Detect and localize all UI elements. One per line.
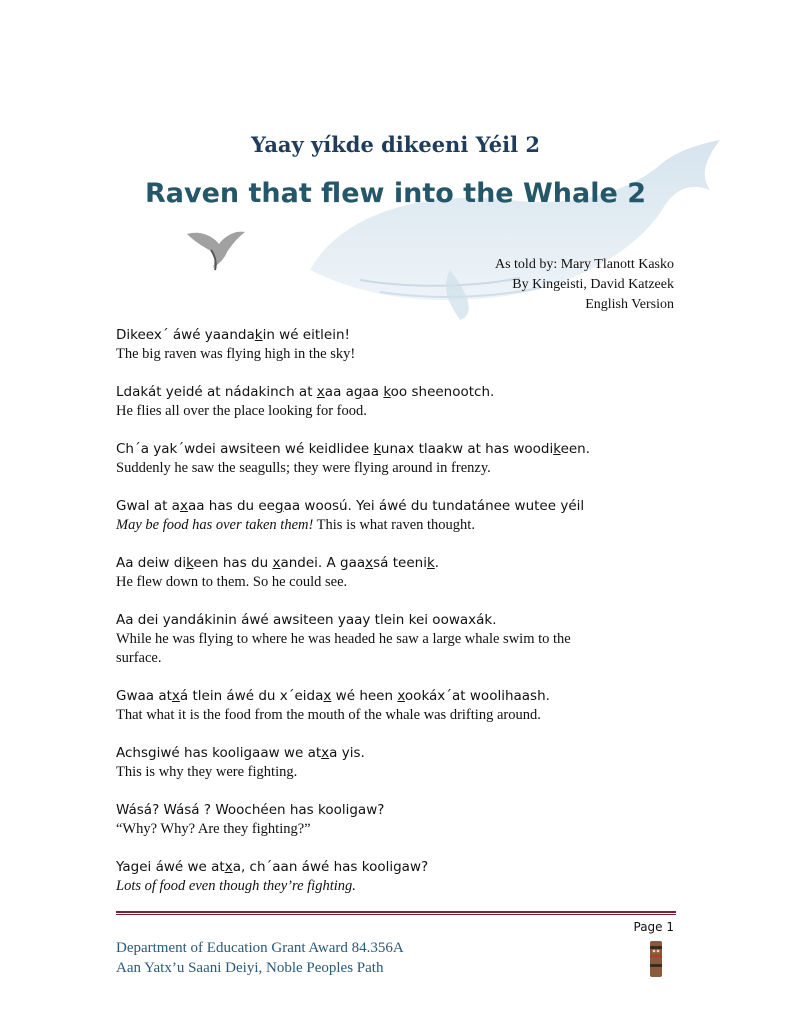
tlingit-text: een. bbox=[560, 441, 591, 457]
english-line bbox=[116, 516, 676, 535]
stanza bbox=[116, 440, 676, 478]
footer-path: Aan Yatx’u Saani Deiyi, Noble Peoples Path bbox=[116, 960, 384, 976]
tlingit-text: a, ch´aan áwé has kooligaw? bbox=[232, 859, 429, 875]
english-line: Lots of food even though they’re fighting. bbox=[116, 878, 356, 894]
tlingit-text: aa a bbox=[324, 384, 354, 400]
tlingit-text: andei. A gaa bbox=[280, 555, 366, 571]
underlined-letter: x bbox=[179, 498, 188, 514]
english-line: He flies all over the place looking for food. bbox=[116, 403, 367, 419]
underlined-letter: k bbox=[383, 384, 391, 400]
underlined-letter: x bbox=[397, 688, 405, 704]
stanza bbox=[116, 744, 676, 782]
tlingit-text: ookáx´at woolihaash. bbox=[404, 688, 550, 704]
stanza bbox=[116, 801, 676, 839]
stanza bbox=[116, 497, 676, 535]
underlined-letter: x bbox=[224, 859, 233, 875]
tlingit-line bbox=[116, 801, 676, 820]
underlined-letter: k bbox=[254, 327, 263, 343]
english-text: This is what raven thought. bbox=[313, 517, 475, 533]
footer-grant: Department of Education Grant Award 84.356A bbox=[116, 940, 404, 956]
english-line: “Why? Why? Are they fighting?” bbox=[116, 821, 311, 837]
title-english: Raven that flew into the Whale 2 bbox=[144, 178, 647, 209]
underlined-letter: x bbox=[272, 555, 281, 571]
tlingit-text: Ch´a yak´wdei awsiteen wé keidlidee bbox=[116, 441, 374, 457]
tlingit-text: Achsgiwé has kooligaaw we at bbox=[116, 745, 322, 761]
underlined-letter: x bbox=[321, 745, 330, 761]
tlingit-text: Gwal at a bbox=[116, 498, 180, 514]
tlingit-text: aa bbox=[362, 384, 384, 400]
tlingit-text: a yis. bbox=[329, 745, 365, 761]
totem-pole-icon bbox=[647, 940, 665, 978]
stanza bbox=[116, 687, 676, 725]
tlingit-text: aa woosú. Yei áwé du tundatánee wutee yéil bbox=[283, 498, 585, 514]
english-line: The big raven was flying high in the sky! bbox=[116, 346, 356, 362]
tlingit-text: Ldakát yeidé at nádakinch at bbox=[116, 384, 317, 400]
english-line: That what it is the food from the mouth of the whale was drifting around. bbox=[116, 707, 541, 723]
stanza bbox=[116, 383, 676, 421]
english-line: Suddenly he saw the seagulls; they were flying around in frenzy. bbox=[116, 460, 491, 476]
underlined-letter: x bbox=[171, 688, 180, 704]
underlined-letter: x bbox=[365, 555, 374, 571]
tlingit-text: Gwaa at bbox=[116, 688, 172, 704]
tlingit-line bbox=[116, 440, 676, 459]
tlingit-text: sá teeni bbox=[373, 555, 427, 571]
underlined-letter: g bbox=[274, 498, 284, 514]
tlingit-text: in wé eitlein! bbox=[262, 327, 350, 343]
english-line: While he was flying to where he was headed he saw a large whale swim to the bbox=[116, 631, 571, 647]
tlingit-text: aa has du ee bbox=[187, 498, 275, 514]
underlined-letter: g bbox=[353, 384, 363, 400]
told-by: As told by: Mary Tlanott Kasko bbox=[494, 257, 674, 272]
english-line: surface. bbox=[116, 650, 162, 666]
tlingit-text: oo sheenootch. bbox=[390, 384, 495, 400]
stanza bbox=[116, 326, 676, 364]
tlingit-line bbox=[116, 383, 676, 402]
tlingit-text: wé heen bbox=[331, 688, 398, 704]
stanza bbox=[116, 858, 676, 896]
tlingit-text: Aa deiw di bbox=[116, 555, 187, 571]
tlingit-line bbox=[116, 611, 676, 630]
story-body bbox=[116, 326, 676, 896]
title-tlingit: Yaay yíkde dikeeni Yéil 2 bbox=[250, 132, 541, 157]
tlingit-line bbox=[116, 497, 676, 516]
page-number: Page 1 bbox=[633, 920, 674, 934]
underlined-letter: k bbox=[373, 441, 381, 457]
underlined-letter: k bbox=[186, 555, 194, 571]
tlingit-text: Wásá? Wásá ? Woochéen has kooligaw? bbox=[116, 802, 385, 818]
underlined-letter: k bbox=[553, 441, 561, 457]
tlingit-line bbox=[116, 326, 676, 345]
english-line: This is why they were fighting. bbox=[116, 764, 298, 780]
footer-rule bbox=[116, 911, 676, 913]
tlingit-text: unax tlaakw at has woodi bbox=[380, 441, 554, 457]
underlined-letter: x bbox=[323, 688, 332, 704]
tlingit-text: Dikeex´ áwé yaanda bbox=[116, 327, 255, 343]
tlingit-line bbox=[116, 858, 676, 877]
footer-text bbox=[116, 938, 404, 978]
tlingit-text: . bbox=[434, 555, 440, 571]
raven-illustration bbox=[185, 222, 247, 272]
tlingit-text: Aa dei yandákinin áwé awsiteen yaay tlein kei oowaxák. bbox=[116, 612, 497, 628]
tlingit-line bbox=[116, 554, 676, 573]
credits bbox=[495, 255, 674, 315]
author: By Kingeisti, David Katzeek bbox=[512, 277, 674, 292]
stanza bbox=[116, 554, 676, 592]
footer-rule-thin bbox=[116, 914, 676, 915]
english-italic-text: May be food has over taken them! bbox=[116, 517, 314, 533]
version-label: English Version bbox=[585, 297, 674, 312]
tlingit-text: een has du bbox=[193, 555, 273, 571]
tlingit-line bbox=[116, 687, 676, 706]
stanza bbox=[116, 611, 676, 668]
underlined-letter: k bbox=[426, 555, 435, 571]
tlingit-text: Yagei áwé we at bbox=[116, 859, 225, 875]
tlingit-text: á tlein áwé du x´eida bbox=[179, 688, 324, 704]
english-line: He flew down to them. So he could see. bbox=[116, 574, 348, 590]
tlingit-line bbox=[116, 744, 676, 763]
underlined-letter: x bbox=[316, 384, 325, 400]
